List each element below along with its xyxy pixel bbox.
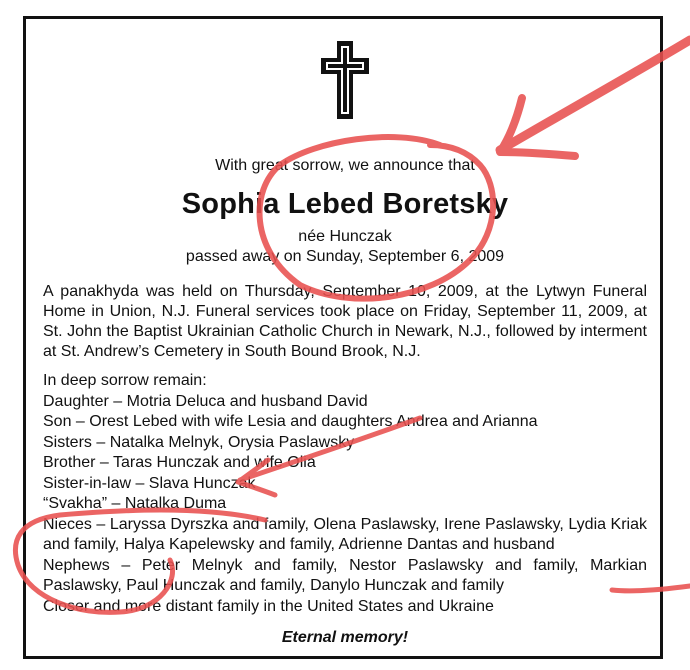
relative-brother: Brother – Taras Hunczak and wife Olia bbox=[43, 454, 316, 471]
cross-icon bbox=[320, 40, 370, 120]
relative-svakha: “Svakha” – Natalka Duma bbox=[43, 495, 227, 512]
closing-text: Eternal memory! bbox=[281, 629, 409, 646]
relative-nephews: Nephews – Peter Melnyk and family, Nestor Paslawsky and family, Markian Paslawsky, Paul Hunczak and family, Danylo Hunczak and family bbox=[43, 556, 647, 594]
relative-sisters: Sisters – Natalka Melnyk, Orysia Paslawsky bbox=[43, 433, 355, 451]
maiden-name: née Hunczak bbox=[298, 228, 392, 245]
deceased-name: Sophia Lebed Boretsky bbox=[181, 188, 509, 220]
remain-heading: In deep sorrow remain: bbox=[43, 372, 207, 389]
relative-nieces: Nieces – Laryssa Dyrszka and family, Olena Paslawsky, Irene Paslawsky, Lydia Kriak and family, Halya Kapelewsky and family, Adrienne Dantas and husband bbox=[43, 515, 647, 553]
relatives-list bbox=[43, 371, 647, 617]
relative-daughter: Daughter – Motria Deluca and husband David bbox=[43, 392, 368, 410]
relative-son: Son – Orest Lebed with wife Lesia and daughters Andrea and Arianna bbox=[43, 413, 538, 430]
relative-extended-family: Closer and more distant family in the United States and Ukraine bbox=[43, 597, 494, 615]
intro-text: With great sorrow, we announce that bbox=[215, 157, 475, 174]
relative-sister-in-law: Sister-in-law – Slava Hunczak bbox=[43, 474, 256, 492]
services-text: A panakhyda was held on Thursday, September 10, 2009, at the Lytwyn Funeral Home in Union, N.J. Funeral services took place on Friday, September 11, 2009, at St. John the Baptist Ukrainian Catholic Church in Newark, N.J., followed by interment at St. Andrew’s Cemetery in South Bound Brook, N.J. bbox=[43, 283, 647, 360]
services-paragraph bbox=[43, 282, 647, 362]
date-of-death: passed away on Sunday, September 6, 2009 bbox=[185, 248, 505, 265]
